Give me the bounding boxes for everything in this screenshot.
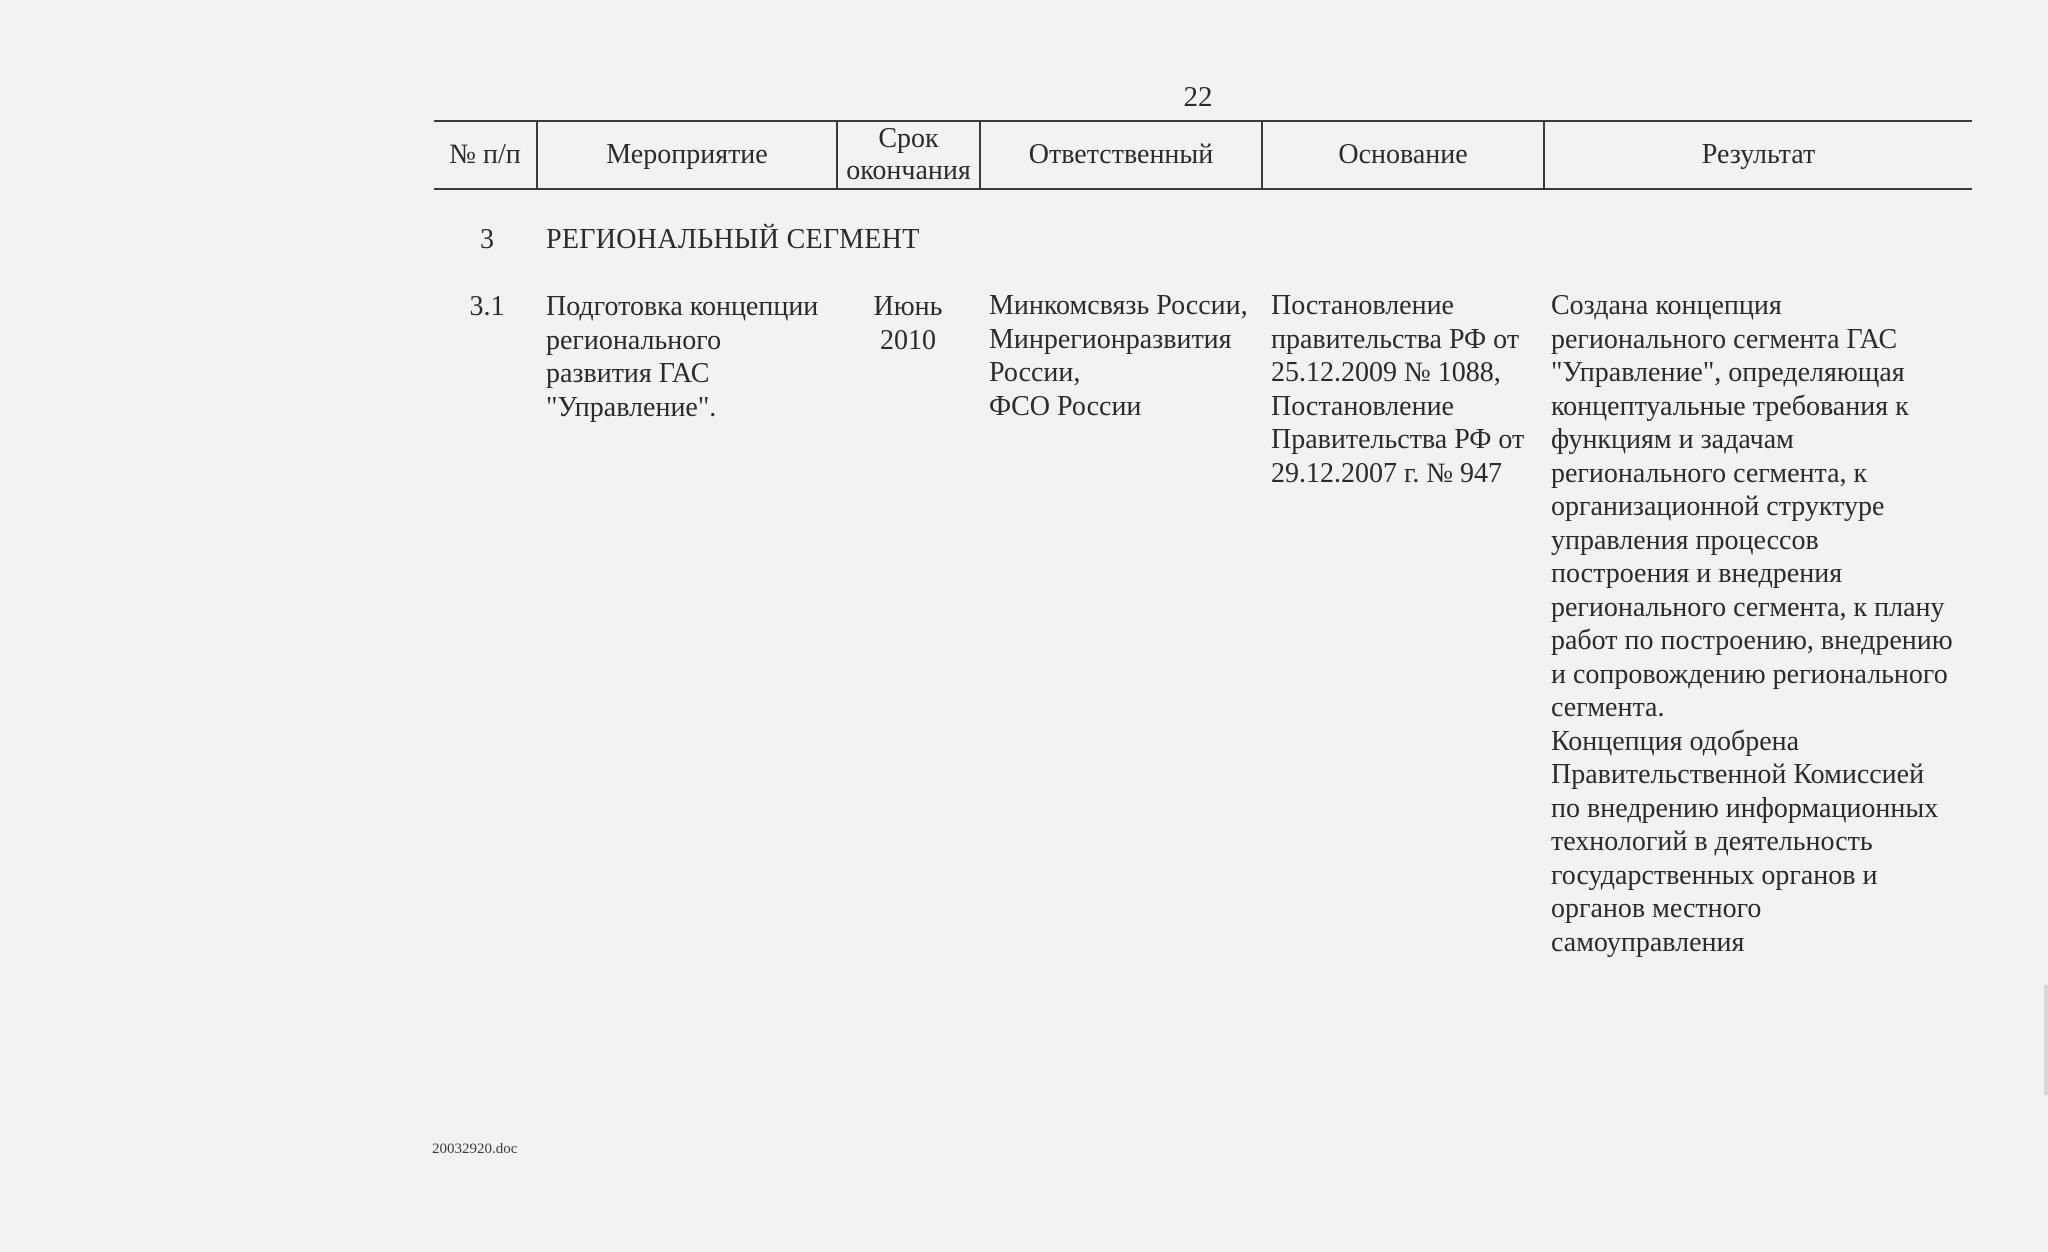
section-title: РЕГИОНАЛЬНЫЙ СЕГМЕНТ xyxy=(546,224,920,255)
section-number: 3 xyxy=(480,224,494,255)
row-deadline: Июнь 2010 xyxy=(873,291,943,356)
footer-filename: 20032920.doc xyxy=(432,1141,518,1157)
row-activity: Подготовка концепции регионального развития ГАС "Управление". xyxy=(546,291,819,423)
header-responsible: Ответственный xyxy=(1028,138,1214,170)
header-deadline: Срок окончания xyxy=(846,122,971,186)
header-activity: Мероприятие xyxy=(606,138,768,170)
row-basis: Постановление правительства РФ от 25.12.2009 № 1088, Постановление Правительства РФ от 29.12.2007 г. № 947 xyxy=(1271,290,1525,489)
row-number: 3.1 xyxy=(469,291,505,322)
row-result: Создана концепция регионального сегмента ГАС "Управление", определяющая концептуальные требования к функциям и задачам регионального сегмента, к организационной структуре управления процессов построения и внедрения регионального сегмента, к плану работ по построению, внедрению и сопровождению регионального сегмента. Концепция одобрена Правительственной Комиссией по внедрению информационных технологий в деятельность государственных органов и органов местного самоуправления xyxy=(1551,290,1953,958)
row-responsible: Минкомсвязь России, Минрегионразвития России, ФСО России xyxy=(989,290,1248,422)
scan-edge-mark xyxy=(2044,985,2048,1095)
header-basis: Основание xyxy=(1338,138,1468,170)
header-num: № п/п xyxy=(449,138,521,170)
table-header-bottom-rule xyxy=(434,188,1972,190)
page-number: 22 xyxy=(1183,81,1213,113)
header-result: Результат xyxy=(1701,138,1816,170)
